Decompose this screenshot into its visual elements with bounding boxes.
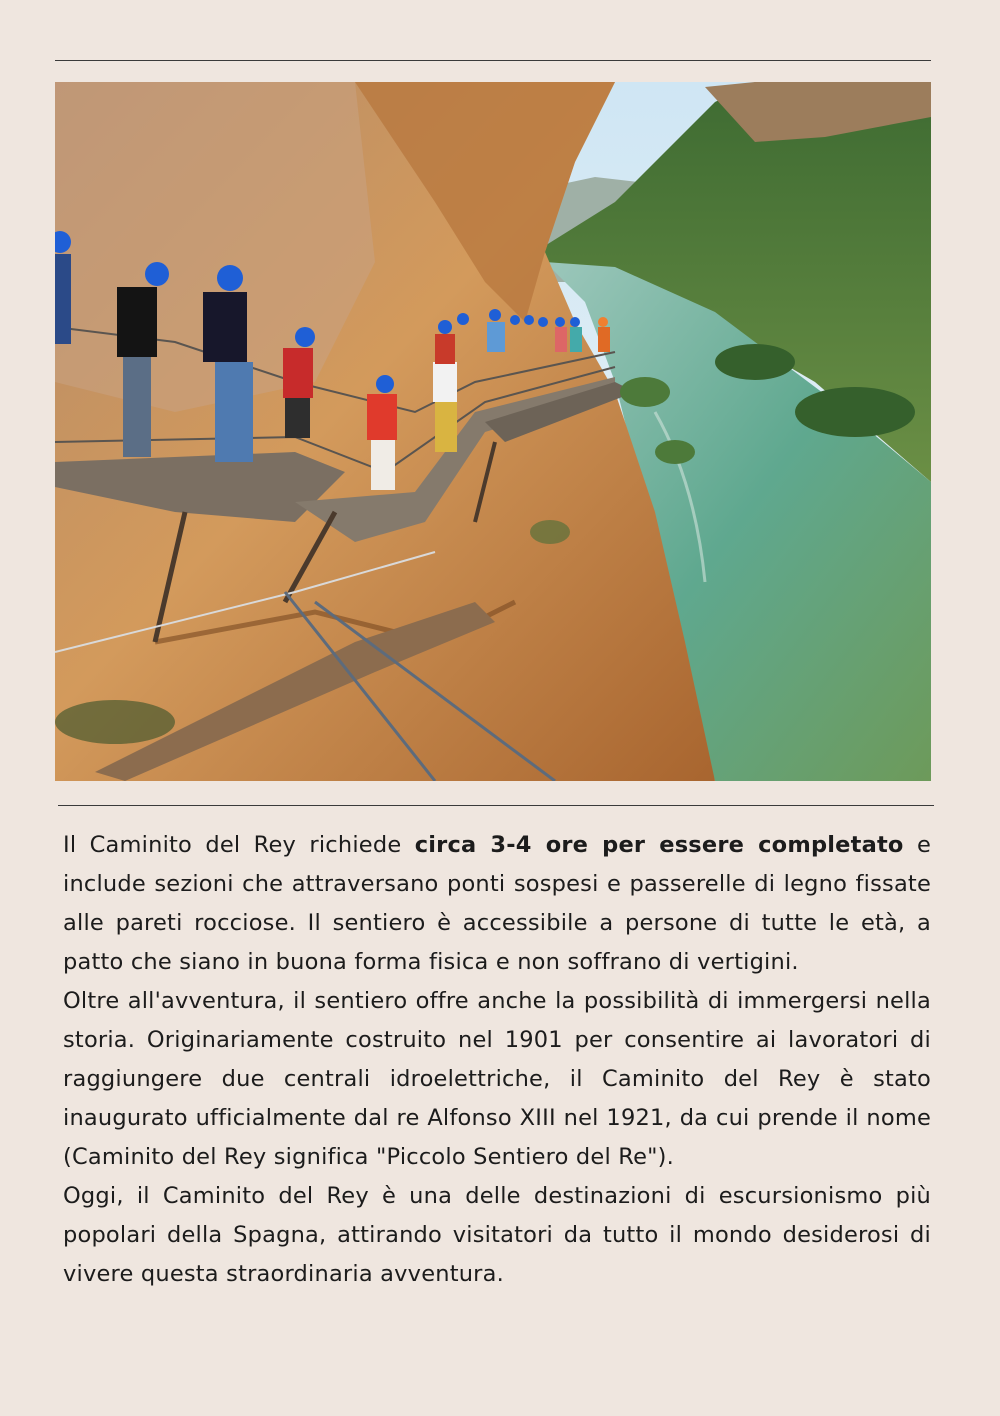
paragraph-1-start: Il Caminito del Rey richiede bbox=[63, 832, 415, 858]
middle-divider bbox=[58, 805, 934, 806]
paragraph-3: Oggi, il Caminito del Rey è una delle destinazioni di escursionismo più popolari della Spagna, attirando visitatori da tutto il mondo desiderosi di vivere questa straordinaria avventura. bbox=[63, 1183, 931, 1287]
top-divider bbox=[55, 60, 931, 61]
paragraph-1 bbox=[63, 826, 931, 982]
paragraph-2: Oltre all'avventura, il sentiero offre anche la possibilità di immergersi nella storia. Originariamente costruito nel 1901 per consentire ai lavoratori di raggiungere due centrali idroelettriche, il Caminito del Rey è stato inaugurato ufficialmente dal re Alfonso XIII nel 1921, da cui prende il nome (Caminito del Rey significa "Piccolo Sentiero del Re"). bbox=[63, 988, 931, 1170]
paragraph-1-highlight: circa 3-4 ore per essere completato bbox=[414, 832, 904, 858]
article-body bbox=[63, 826, 931, 1294]
paragraph-1-end: e include sezioni che attraversano ponti sospesi e passerelle di legno fissate alle pareti rocciose. Il sentiero è accessibile a persone di tutte le età, a patto che siano in buona forma fisica e non soffrano di vertigini. bbox=[63, 832, 932, 975]
article-photo bbox=[55, 82, 931, 781]
